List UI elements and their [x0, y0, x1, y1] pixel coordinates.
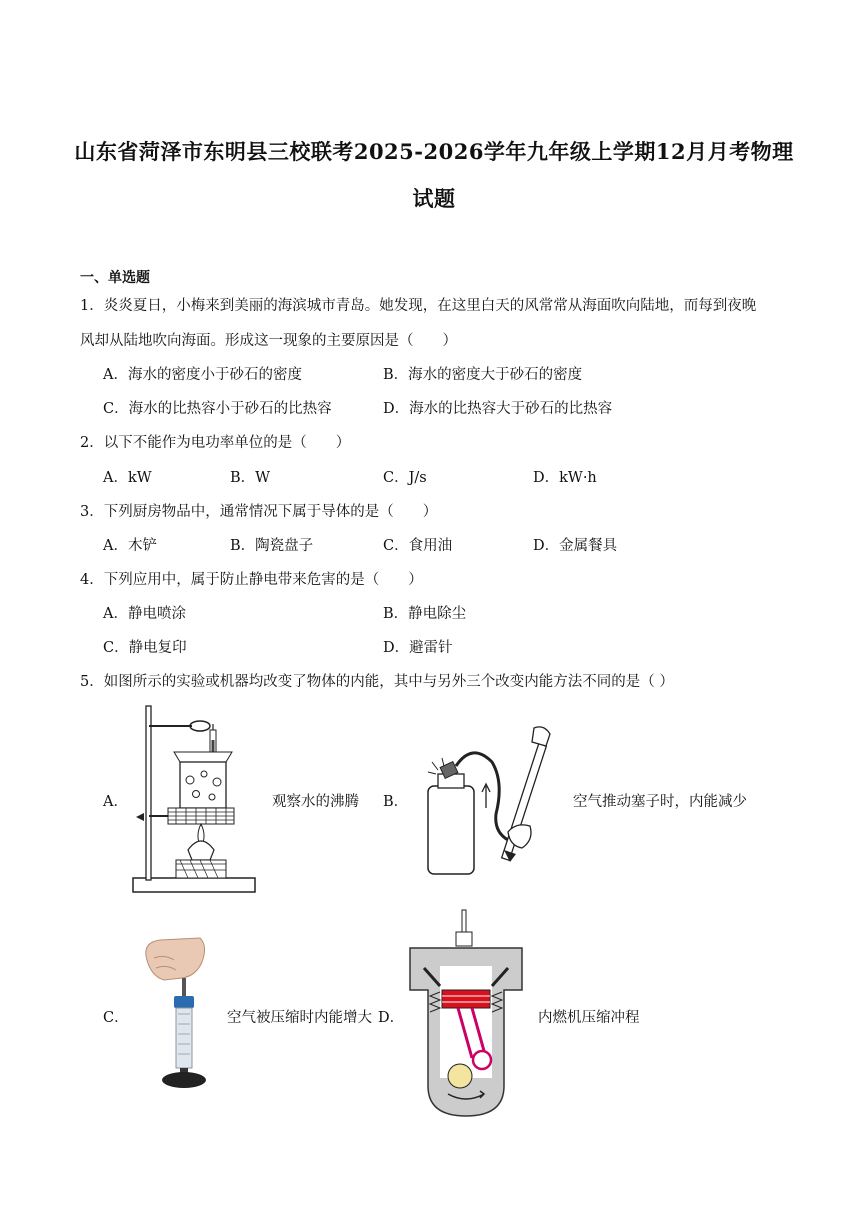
q5-option-a: A． — [103, 794, 128, 810]
question-3-text: 3．下列厨房物品中，通常情况下属于导体的是（ ） — [80, 504, 438, 520]
q3-option-c: C．食用油 — [383, 538, 453, 554]
question-1-text: 1．炎炎夏日，小梅来到美丽的海滨城市青岛。她发现，在这里白天的风常常从海面吹向陆地，而每到夜晚 — [80, 298, 757, 314]
q4-option-b: B．静电除尘 — [383, 606, 467, 622]
q2-option-c: C．J/s — [383, 470, 427, 486]
q2-option-d: D．kW·h — [533, 470, 597, 486]
q5-option-c: C． — [103, 1010, 129, 1026]
q1-option-d: D．海水的比热容大于砂石的比热容 — [383, 401, 613, 417]
q4-option-a: A．静电喷涂 — [103, 606, 186, 622]
q5-caption-b: 空气推动塞子时，内能减少 — [573, 794, 747, 810]
q3-option-a: A．木铲 — [103, 538, 157, 554]
q1-option-a: A．海水的密度小于砂石的密度 — [103, 367, 302, 383]
q2-option-b: B．W — [230, 470, 271, 486]
document-title: 山东省菏泽市东明县三校联考2025-2026学年九年级上学期12月月考物理 — [74, 139, 794, 164]
q5-option-d: D． — [378, 1010, 405, 1026]
q2-option-a: A．kW — [103, 470, 152, 486]
q5-caption-c: 空气被压缩时内能增大 — [227, 1010, 372, 1026]
q4-option-c: C．静电复印 — [103, 640, 187, 656]
question-1-text-cont: 风却从陆地吹向海面。形成这一现象的主要原因是（ ） — [80, 333, 457, 349]
boiling-water-figure — [128, 700, 260, 896]
q5-option-b: B． — [383, 794, 409, 810]
question-5-text: 5．如图所示的实验或机器均改变了物体的内能，其中与另外三个改变内能方法不同的是（ ） — [80, 674, 674, 690]
q5-caption-d: 内燃机压缩冲程 — [538, 1010, 640, 1026]
engine-compression-figure — [400, 908, 532, 1120]
q4-option-d: D．避雷针 — [383, 640, 453, 656]
syringe-figure — [140, 936, 210, 1090]
q5-caption-a: 观察水的沸腾 — [272, 794, 359, 810]
question-2-text: 2．以下不能作为电功率单位的是（ ） — [80, 435, 351, 451]
q1-option-c: C．海水的比热容小于砂石的比热容 — [103, 401, 332, 417]
question-4-text: 4．下列应用中，属于防止静电带来危害的是（ ） — [80, 572, 423, 588]
q3-option-b: B．陶瓷盘子 — [230, 538, 314, 554]
q3-option-d: D．金属餐具 — [533, 538, 618, 554]
document-title-cont: 试题 — [412, 186, 456, 211]
q1-option-b: B．海水的密度大于砂石的密度 — [383, 367, 583, 383]
bottle-pump-figure — [412, 722, 562, 882]
section-heading: 一、单选题 — [80, 270, 150, 286]
